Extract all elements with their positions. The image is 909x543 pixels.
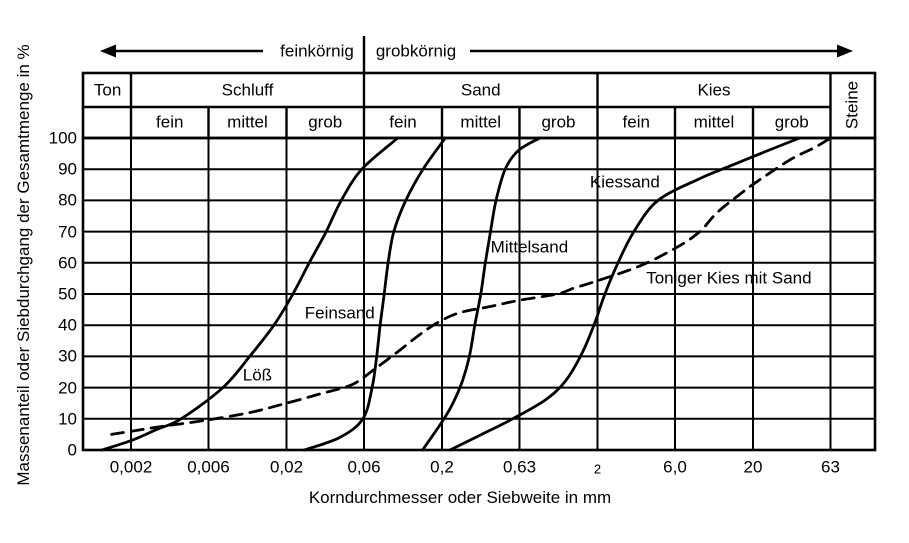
- class-group-ton: Ton: [93, 80, 122, 100]
- class-sub-grob: grob: [774, 112, 809, 132]
- x-tick-label: 20: [743, 457, 763, 477]
- class-sub-mittel: mittel: [693, 112, 735, 132]
- y-tick-label: 60: [58, 253, 77, 273]
- x-axis-title: Korndurchmesser oder Siebweite in mm: [308, 488, 612, 507]
- grobkoernig-label: grobkörnig: [375, 41, 457, 61]
- class-group-kies: Kies: [697, 80, 731, 100]
- fine-arrow-head-icon: [100, 45, 116, 58]
- y-tick-label: 90: [58, 159, 77, 179]
- x-tick-label: 0,02: [269, 457, 304, 477]
- curve-label-mittelsand: Mittelsand: [490, 237, 569, 257]
- y-axis-title: Massenanteil oder Siebdurchgang der Gesamtmenge in %: [14, 44, 33, 486]
- x-tick-label: 0,06: [347, 457, 381, 477]
- class-group-schluff: Schluff: [221, 80, 274, 100]
- class-group-sand: Sand: [460, 80, 501, 100]
- class-sub-fein: fein: [156, 112, 184, 132]
- y-tick-label: 20: [58, 378, 77, 398]
- y-tick-label: 30: [58, 346, 77, 366]
- class-sub-grob: grob: [541, 112, 576, 132]
- coarse-arrow-head-icon: [837, 45, 853, 58]
- y-tick-label: 0: [67, 440, 77, 460]
- class-sub-fein: fein: [389, 112, 417, 132]
- y-tick-label: 40: [58, 315, 77, 335]
- class-sub-grob: grob: [308, 112, 343, 132]
- y-tick-label: 10: [58, 409, 77, 429]
- x-tick-label: 0,63: [502, 457, 537, 477]
- x-tick-label: 0,2: [430, 457, 454, 477]
- x-tick-label: 6,0: [663, 457, 687, 477]
- x-tick-label: 63: [821, 457, 840, 477]
- x-tick-label: 0,006: [187, 457, 230, 477]
- y-tick-label: 50: [58, 284, 77, 304]
- class-sub-fein: fein: [622, 112, 650, 132]
- feinkoernig-label: feinkörnig: [280, 41, 354, 61]
- class-group-steine: Steine: [842, 80, 862, 130]
- curve-label-kiessand: Kiessand: [589, 172, 660, 192]
- y-tick-label: 80: [58, 190, 77, 210]
- y-tick-label: 70: [58, 222, 77, 242]
- y-tick-label: 100: [48, 128, 77, 148]
- curve-label-feinsand: Feinsand: [304, 303, 375, 323]
- curve-label-toniger-kies-mit-sand: Toniger Kies mit Sand: [646, 268, 812, 288]
- x-tick-label: 0,002: [109, 457, 153, 477]
- class-sub-mittel: mittel: [460, 112, 502, 132]
- curve-label-l-: Löß: [242, 365, 273, 385]
- x-tick-label: 2: [593, 461, 602, 477]
- class-sub-mittel: mittel: [227, 112, 268, 132]
